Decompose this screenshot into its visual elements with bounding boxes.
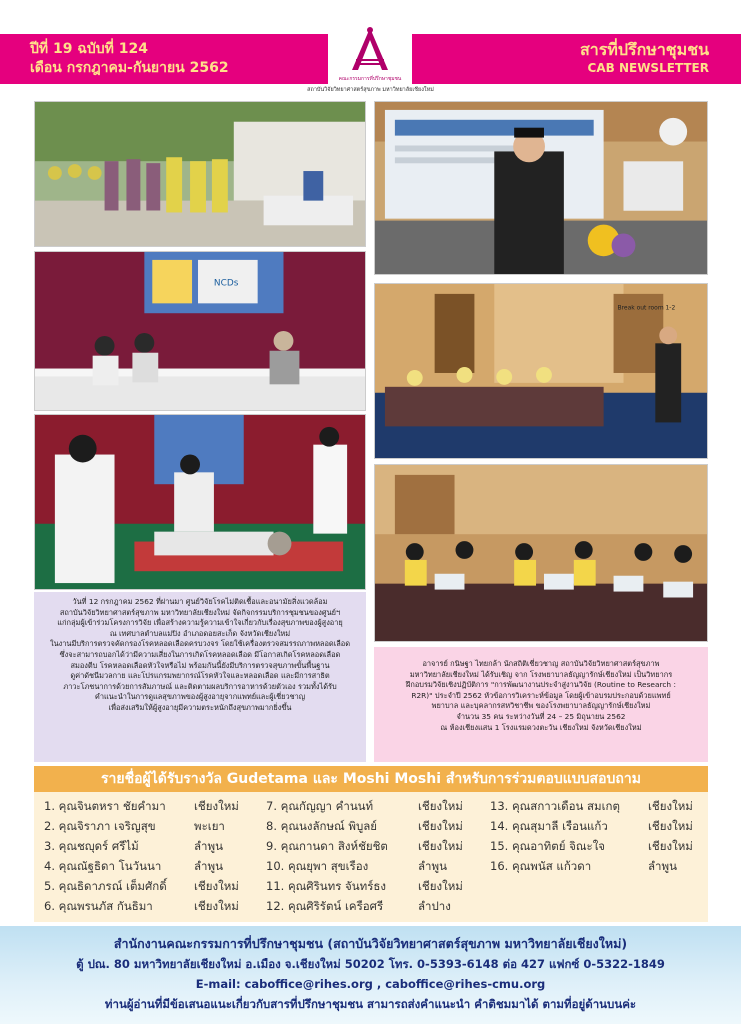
- winner-province: ลำพูน: [418, 859, 447, 873]
- winner-province: ลำพูน: [648, 859, 677, 873]
- winner-province: เชียงใหม่: [418, 879, 463, 893]
- winner-province: เชียงใหม่: [648, 839, 693, 853]
- caption-line: แก่กลุ่มผู้เข้าร่วมโครงการวิจัย เพื่อสร้างความรู้ความเข้าใจเกี่ยวกับเรื่องสุขภาพของผู้สูงอายุ: [57, 618, 343, 628]
- winner-name: 7. คุณกัญญา คำนนท์: [266, 799, 374, 813]
- winner-province: ลำพูน: [194, 839, 223, 853]
- winner-province: เชียงใหม่: [194, 899, 239, 913]
- photo-registration-queue: [34, 101, 366, 247]
- caption-line: มหาวิทยาลัยเชียงใหม่ ได้รับเชิญ จาก โรงพยาบาลธัญญารักษ์เชียงใหม่ เป็นวิทยากร: [409, 669, 673, 679]
- winner-row: [490, 856, 706, 876]
- winner-name: 12. คุณศิริรัตน์ เครือศรี: [266, 899, 384, 913]
- caption-line: สมองตีบ โรคหลอดเลือดหัวใจหรือไม่ พร้อมกันนี้ยังมีบริการตรวจสุขภาพขั้นพื้นฐาน: [70, 660, 330, 670]
- winner-row: [490, 816, 706, 836]
- org-subtitle: สถาบันวิจัยวิทยาศาสตร์สุขภาพ มหาวิทยาลัยเชียงใหม่: [307, 87, 434, 93]
- caption-line: จำนวน 35 คน ระหว่างวันที่ 24 – 25 มิถุนายน 2562: [456, 711, 626, 721]
- footer-office-name: สำนักงานคณะกรรมการที่ปรึกษาชุมชน (สถาบันวิจัยวิทยาศาสตร์สุขภาพ มหาวิทยาลัยเชียงใหม่): [113, 936, 628, 951]
- winners-column-2: [266, 796, 481, 916]
- caption-line: เพื่อส่งเสริมให้ผู้สูงอายุมีความตระหนักถึงสุขภาพมากยิ่งขึ้น: [108, 702, 292, 712]
- winner-province: เชียงใหม่: [194, 799, 239, 813]
- caption-line: ณ เทศบาลตำบลแม่ปิง อำเภอดอยสะเก็ด จังหวัดเชียงใหม่: [109, 628, 291, 638]
- caption-line: ในงานมีบริการตรวจคัดกรองโรคหลอดเลือดครบวงจร โดยใช้เครื่องตรวจสมรรถภาพหลอดเลือด: [50, 639, 350, 649]
- winner-name: 14. คุณสุมาลี เรือนแก้ว: [490, 819, 608, 833]
- caption-line: สถาบันวิจัยวิทยาศาสตร์สุขภาพ มหาวิทยาลัยเชียงใหม่ จัดกิจกรรมบริการชุมชนของศูนย์ฯ: [59, 607, 341, 617]
- issue-months: เดือน กรกฎาคม-กันยายน 2562: [30, 60, 229, 76]
- footer-email: E-mail: caboffice@rihes.org , caboffice@rihes-cmu.org: [195, 977, 546, 991]
- winner-row: [44, 896, 259, 916]
- winners-column-1: [44, 796, 259, 916]
- winners-column-3: [490, 796, 706, 876]
- winner-province: ลำปาง: [418, 899, 451, 913]
- caption-line: วันที่ 12 กรกฎาคม 2562 ที่ผ่านมา ศูนย์วิจัยโรคไม่ติดเชื้อและอนามัยสิ่งแวดล้อม: [72, 597, 328, 606]
- winner-name: 13. คุณสกาวเดือน สมเกตุ: [490, 799, 620, 813]
- winners-title: รายชื่อผู้ได้รับรางวัล Gudetama และ Moshi Moshi สำหรับการร่วมตอบแบบสอบถาม: [34, 766, 708, 792]
- ncd-board-label: NCDs: [213, 278, 239, 289]
- winner-row: [266, 896, 481, 916]
- winner-name: 6. คุณพรนภัส กันธิมา: [44, 899, 153, 913]
- photo-health-check-room: [34, 251, 366, 411]
- footer-address: ตู้ ปณ. 80 มหาวิทยาลัยเชียงใหม่ อ.เมือง จ.เชียงใหม่ 50202 โทร. 0-5393-6148 ต่อ 427 แฟกซ์ 0-5322-1849: [76, 957, 665, 971]
- winner-name: 4. คุณณัฐธิดา โนวันนา: [44, 859, 162, 873]
- caption-health-event: [34, 592, 366, 762]
- winner-province: เชียงใหม่: [418, 839, 463, 853]
- photo-workshop-standing-speaker: [374, 283, 708, 459]
- caption-line: ภาวะโภชนาการด้วยการสัมภาษณ์ และติดตามผลบริการอาหารด้วยตัวเอง รวมทั้งได้รับ: [63, 681, 337, 691]
- caption-line: ฝึกอบรมวิจัยเชิงปฏิบัติการ "การพัฒนางานประจำสู่งานวิจัย (Routine to Research :: [406, 680, 676, 690]
- winner-province: เชียงใหม่: [648, 819, 693, 833]
- issue-block: [30, 40, 229, 78]
- break-room-sign: Break out room 1-2: [617, 304, 676, 312]
- photo-vascular-screening: [34, 414, 366, 590]
- winner-name: 15. คุณอาทิตย์ จิณะใจ: [490, 839, 606, 853]
- newsletter-title-en: CAB NEWSLETTER: [587, 61, 709, 75]
- winner-name: 10. คุณยุพา สุขเรือง: [266, 859, 369, 873]
- winner-province: ลำพูน: [194, 859, 223, 873]
- winner-name: 11. คุณศิรินทร จันทร์ธง: [266, 879, 387, 893]
- cab-logo-icon: [344, 24, 396, 76]
- photo-training-laptops: [374, 464, 708, 642]
- winner-province: พะเยา: [194, 819, 225, 833]
- winner-row: [490, 836, 706, 856]
- winner-row: [490, 796, 706, 816]
- caption-r2r-training: [374, 647, 708, 762]
- caption-line: ซึ่งจะสามารถบอกได้ว่ามีความเสี่ยงในการเกิดโรคหลอดเลือด มีโอกาสเกิดโรคหลอดเลือด: [59, 649, 341, 659]
- winner-province: เชียงใหม่: [418, 799, 463, 813]
- winner-row: [44, 836, 259, 856]
- caption-line: R2R)" ประจำปี 2562 หัวข้อการวิเคราะห์ข้อมูล โดยผู้เข้าอบรมประกอบด้วยแพทย์: [411, 690, 671, 700]
- caption-line: พยาบาล และบุคลากรสหวิชาชีพ ของโรงพยาบาลธัญญารักษ์เชียงใหม่: [431, 701, 651, 711]
- winner-name: 5. คุณธิดาภรณ์ เต็มศักดิ์: [44, 879, 167, 893]
- winner-row: [44, 816, 259, 836]
- newsletter-title-th: สารที่ปรึกษาชุมชน: [579, 40, 709, 59]
- winner-name: 1. คุณจินตหรา ชัยคำมา: [44, 799, 166, 813]
- logo-caption: คณะกรรมการที่ปรึกษาชุมชน: [338, 76, 402, 82]
- winners-box: [34, 766, 708, 922]
- footer-feedback-note: ท่านผู้อ่านที่มีข้อเสนอแนะเกี่ยวกับสารที่ปรึกษาชุมชน สามารถส่งคำแนะนำ คำติชมมาได้ ตามที่อยู่ด้านบนค่ะ: [104, 997, 637, 1011]
- footer-contact: [0, 926, 741, 1024]
- winner-province: เชียงใหม่: [418, 819, 463, 833]
- winner-province: เชียงใหม่: [194, 879, 239, 893]
- winner-row: [44, 876, 259, 896]
- winner-name: 9. คุณกานดา สิงห์ชัยชิต: [266, 839, 388, 853]
- winner-row: [266, 816, 481, 836]
- winner-row: [266, 856, 481, 876]
- photo-speaker-presentation: [374, 101, 708, 275]
- newsletter-title-block: [580, 40, 709, 78]
- caption-line: คำแนะนำในการดูแลสุขภาพของผู้สูงอายุจากแพทย์และผู้เชี่ยวชาญ: [94, 692, 306, 702]
- winner-row: [44, 856, 259, 876]
- winner-row: [266, 796, 481, 816]
- caption-line: อาจารย์ กนิษฐา ไทยกล้า นักสถิติเชี่ยวชาญ สถาบันวิจัยวิทยาศาสตร์สุขภาพ: [422, 659, 660, 668]
- winner-row: [266, 836, 481, 856]
- winner-name: 8. คุณนงลักษณ์ พิบูลย์: [266, 819, 378, 833]
- winner-name: 2. คุณจิราภา เจริญสุข: [44, 819, 156, 833]
- winner-name: 16. คุณพนัส แก้วดา: [490, 859, 592, 873]
- winner-province: เชียงใหม่: [648, 799, 693, 813]
- winner-name: 3. คุณชญุดร์ ศรีไม้: [44, 839, 139, 853]
- issue-number: ปีที่ 19 ฉบับที่ 124: [30, 41, 148, 57]
- winner-row: [266, 876, 481, 896]
- caption-line: ณ ห้องเชียงแสน 1 โรงแรมดวงตะวัน เชียงใหม่ จังหวัดเชียงใหม่: [440, 722, 642, 732]
- winner-row: [44, 796, 259, 816]
- caption-line: ดูค่าดัชนีมวลกาย และโปรแกรมพยากรณ์โรคหัวใจและหลอดเลือด และมีการสาธิต: [70, 671, 330, 681]
